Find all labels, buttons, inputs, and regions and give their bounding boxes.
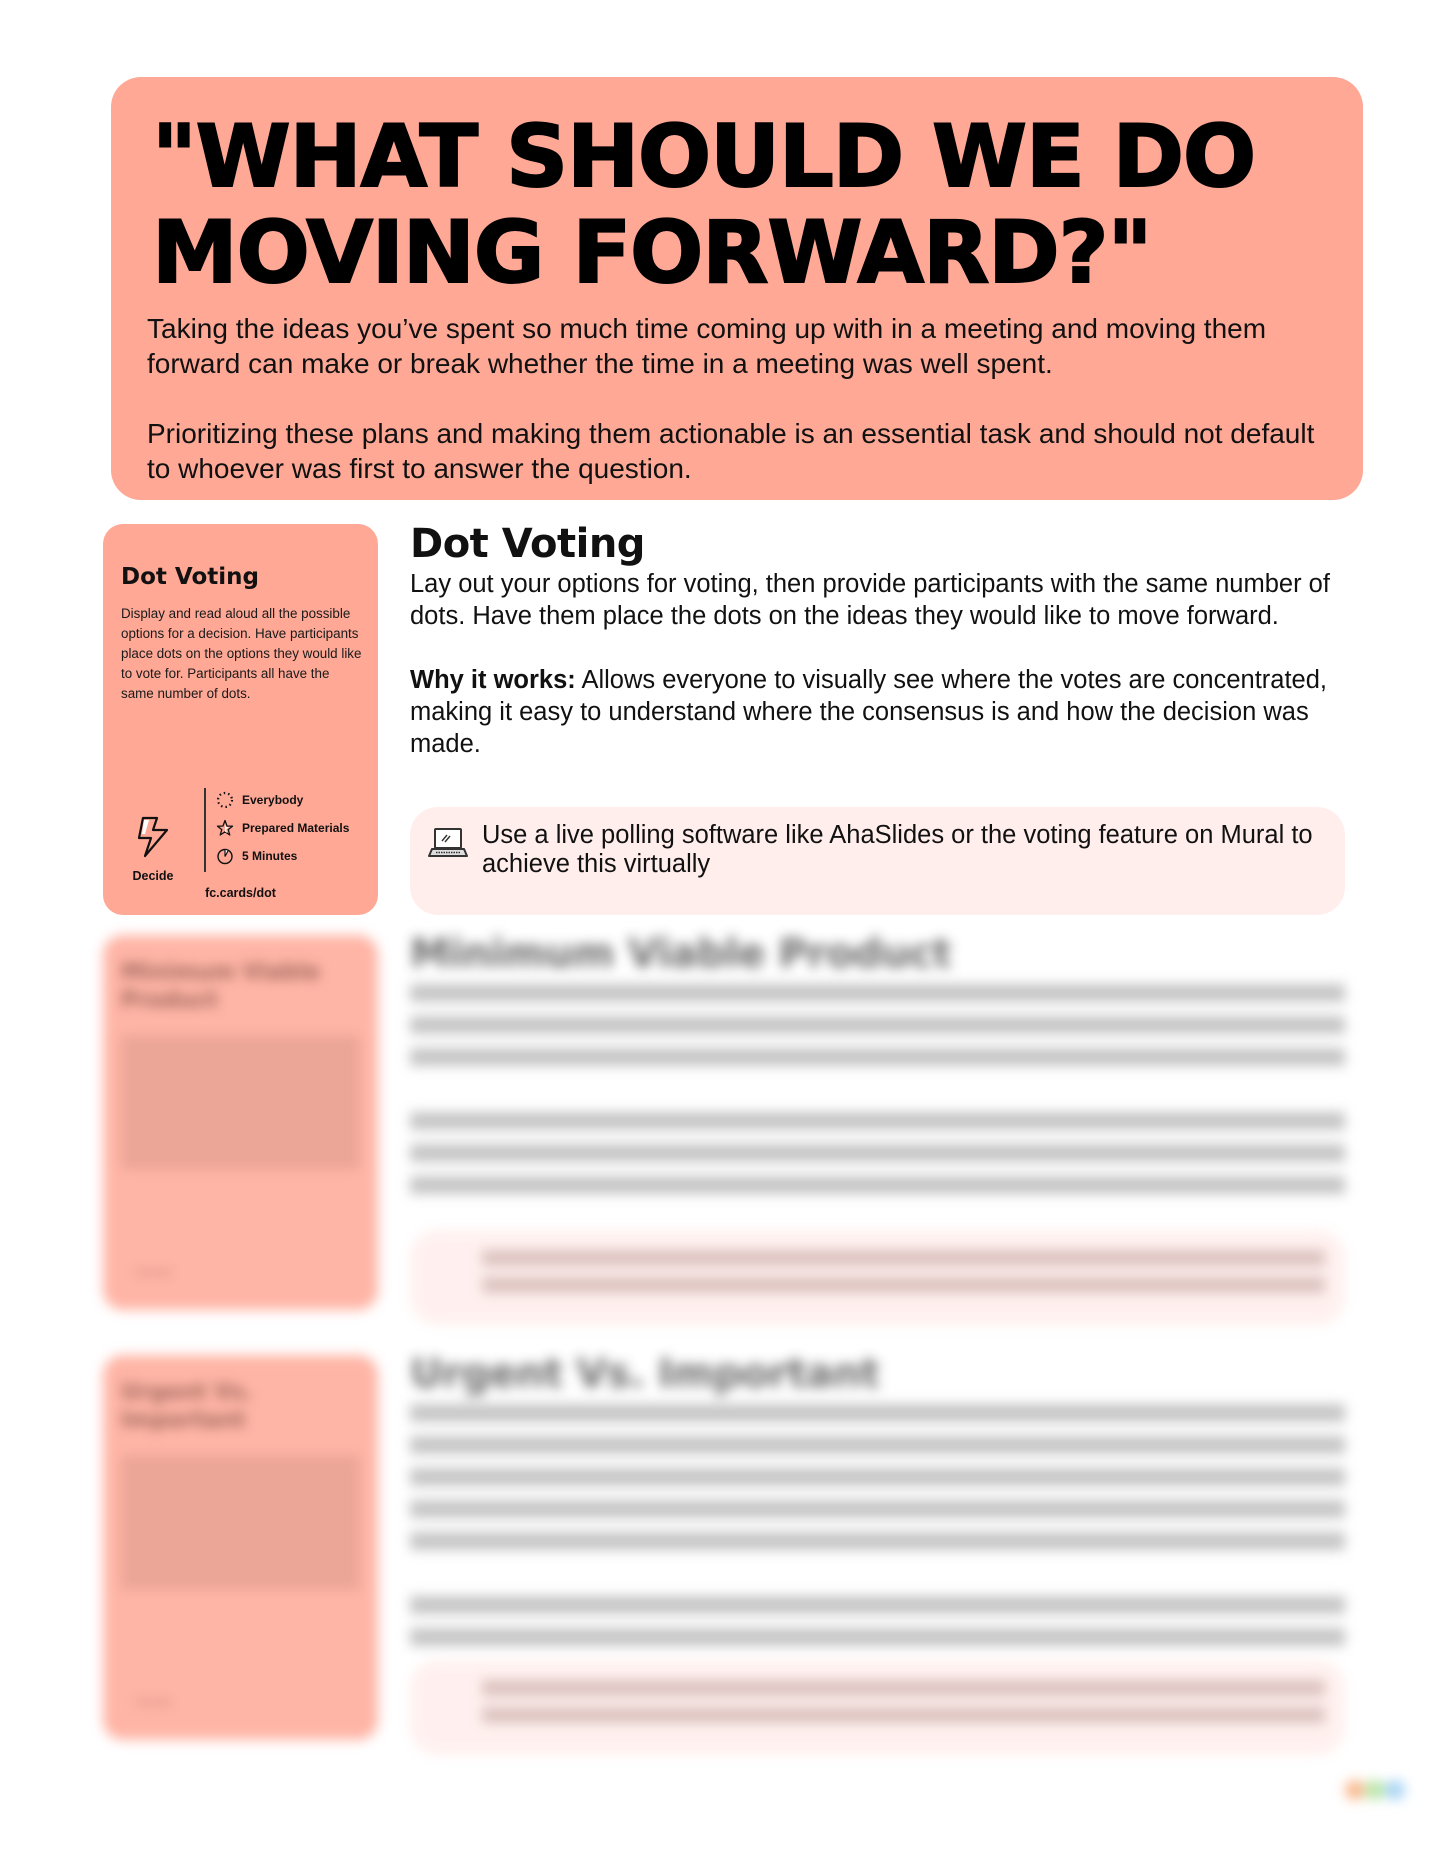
hero-title-line1: "WHAT SHOULD WE DO [152,107,1256,207]
lightning-bolt-icon [135,816,171,858]
hero-banner [111,77,1363,500]
timer-icon [216,847,234,865]
card-category-label: Decide [135,1265,173,1279]
divider [204,788,206,872]
virtual-tip [410,1660,1345,1755]
virtual-tip-text: Use a live polling software like AhaSlides or the voting feature on Mural to achieve this virtually [482,821,1313,878]
method-why [410,664,1345,760]
card-url[interactable]: fc.cards/dot [205,886,276,900]
hero-title-line2: MOVING FORWARD?" [152,203,1152,303]
card-description: Display and read aloud all the possible options for a decision. Have participants place dots on the options they would like to vote for. Participants all have the same number of dots. [121,606,362,701]
card-title: Dot Voting [121,564,259,590]
meta-duration: 5 Minutes [216,842,349,870]
card-category [123,816,183,883]
card-category-label: Decide [135,1695,173,1709]
method-content [410,1350,1345,1660]
meta-participants: Everybody [216,786,349,814]
hero-title [147,109,1323,301]
why-text: Allows everyone to visually see where the votes are concentrated, making it easy to understand where the consensus is and how the decision was made. [410,666,1328,758]
meta-materials: Prepared Materials [216,814,349,842]
method-title: Dot Voting [410,521,645,567]
laptop-icon [428,827,468,859]
virtual-tip [410,1230,1345,1325]
method-card [103,1355,378,1740]
card-category-label: Decide [132,869,174,883]
method-content [410,930,1345,1208]
method-card [103,524,378,915]
star-icon [216,819,234,837]
hero-paragraph: Taking the ideas you’ve spent so much time coming up with in a meeting and moving them forward can make or break whether the time in a meeting was well spent. [147,313,1267,379]
card-meta [216,786,349,870]
virtual-tip [410,807,1345,915]
method-content [410,520,1345,760]
corner-logo-icon [1345,1780,1405,1810]
card-title: Minimum Viable Product [121,960,321,1013]
why-label: Why it works: [410,666,576,694]
method-title: Minimum Viable Product [410,931,952,977]
method-title: Urgent Vs. Important [410,1351,880,1397]
method-card [103,935,378,1310]
method-description: Lay out your options for voting, then provide participants with the same number of dots. Have them place the dots on the ideas they would like to move forward. [410,570,1330,630]
dotted-circle-icon [216,791,234,809]
hero-paragraph: Prioritizing these plans and making them actionable is an essential task and should not default to whoever was first to answer the question. [147,418,1315,484]
card-title: Urgent Vs. Important [121,1380,253,1433]
